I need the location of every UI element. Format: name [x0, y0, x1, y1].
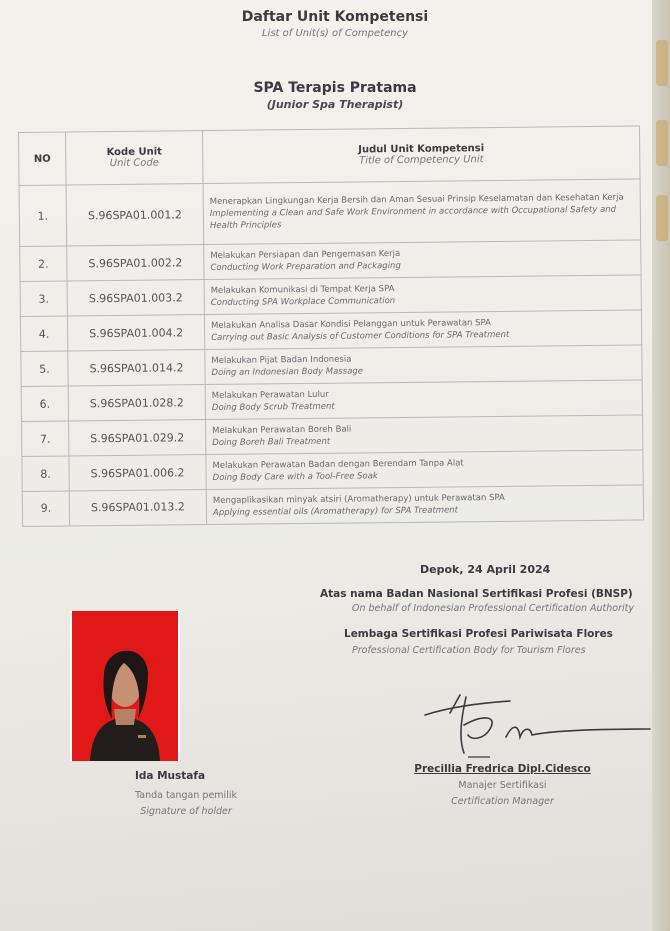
unit-title [206, 450, 643, 490]
col-title [202, 126, 640, 184]
manager-role: Manajer Sertifikasi [458, 780, 547, 791]
unit-title-id: Melakukan Persiapan dan Pengemasan Kerja [210, 249, 401, 262]
unit-title [206, 485, 643, 525]
unit-title [204, 240, 641, 280]
row-number: 2. [20, 246, 67, 281]
place-date: Depok, 24 April 2024 [420, 563, 551, 576]
unit-title-en: Conducting Work Preparation and Packaging [210, 261, 401, 274]
col-title-label-en: Title of Competency Unit [359, 154, 484, 167]
table-row [22, 485, 643, 527]
row-number: 1. [19, 185, 67, 247]
unit-title-en: Conducting SPA Workplace Communication [210, 296, 396, 309]
col-code [66, 131, 204, 185]
document-title: Daftar Unit Kompetensi [241, 9, 429, 25]
unit-title-en: Carrying out Basic Analysis of Customer Conditions for SPA Treatment [211, 330, 510, 344]
on-behalf-en: On behalf of Indonesian Professional Certification Authority [352, 603, 635, 614]
unit-title-id: Melakukan Perawatan Badan dengan Berendam Tanpa Alat [212, 458, 464, 471]
scheme-title-en: (Junior Spa Therapist) [266, 98, 404, 111]
holder-photo [72, 611, 178, 761]
unit-title [206, 415, 643, 455]
scheme-title: SPA Terapis Pratama [253, 80, 417, 96]
holder-signature-label-en: Signature of holder [140, 806, 232, 817]
holder-name: Ida Mustafa [134, 770, 206, 782]
unit-title-en: Applying essential oils (Aromatherapy) for SPA Treatment [212, 505, 459, 518]
unit-title-id: Melakukan Analisa Dasar Kondisi Pelanggan untuk Perawatan SPA [210, 318, 491, 332]
unit-code: S.96SPA01.029.2 [69, 420, 206, 456]
table-row [19, 179, 641, 247]
edge-mark [656, 120, 668, 166]
unit-title [205, 380, 642, 420]
col-no: NO [19, 132, 67, 185]
unit-code: S.96SPA01.001.2 [66, 184, 204, 247]
table-header [19, 126, 641, 186]
unit-title [204, 275, 641, 315]
unit-title-id: Mengaplikasikan minyak atsiri (Aromatherapy) untuk Perawatan SPA [212, 492, 505, 506]
holder-photo-frame [70, 611, 180, 761]
row-number: 3. [20, 281, 67, 316]
unit-title-id: Melakukan Komunikasi di Tempat Kerja SPA [210, 284, 395, 297]
row-number: 9. [22, 491, 69, 527]
table-body [19, 179, 644, 526]
row-number: 6. [21, 386, 68, 421]
unit-title-en: Doing Body Care with a Tool-Free Soak [212, 471, 378, 483]
manager-role-en: Certification Manager [451, 796, 554, 807]
row-number: 4. [20, 316, 67, 351]
unit-title [203, 179, 641, 245]
unit-code: S.96SPA01.006.2 [69, 455, 206, 491]
edge-mark [656, 195, 668, 241]
row-number: 8. [22, 456, 69, 491]
document-title-en: List of Unit(s) of Competency [261, 28, 408, 39]
row-number: 5. [21, 351, 68, 386]
competency-table [18, 125, 644, 526]
row-number: 7. [22, 421, 69, 456]
unit-title-en: Doing an Indonesian Body Massage [211, 366, 364, 379]
certification-body-en: Professional Certification Body for Tourism Flores [352, 645, 586, 656]
manager-name: Precillia Fredrica Dipl.Cidesco [414, 763, 591, 775]
unit-code: S.96SPA01.004.2 [67, 315, 204, 351]
unit-title [205, 345, 642, 385]
holder-signature-label: Tanda tangan pemilik [135, 790, 237, 801]
col-title-label: Judul Unit Kompetensi [358, 143, 485, 156]
unit-title [204, 310, 641, 350]
unit-title-en: Doing Body Scrub Treatment [211, 401, 335, 414]
col-code-label: Kode Unit [106, 146, 162, 159]
unit-title-id: Melakukan Perawatan Boreh Bali [212, 424, 352, 437]
unit-code: S.96SPA01.028.2 [68, 385, 205, 421]
unit-code: S.96SPA01.003.2 [67, 280, 204, 316]
unit-title-en: Doing Boreh Bali Treatment [212, 436, 331, 449]
certification-body: Lembaga Sertifikasi Profesi Pariwisata Flores [344, 628, 613, 640]
edge-mark [656, 40, 668, 86]
on-behalf: Atas nama Badan Nasional Sertifikasi Profesi (BNSP) [320, 588, 633, 600]
unit-code: S.96SPA01.014.2 [68, 350, 205, 386]
col-code-label-en: Unit Code [109, 157, 159, 170]
manager-signature [420, 685, 655, 760]
unit-title-en: Implementing a Clean and Safe Work Environment in accordance with Occupational Safety and Health Principles [209, 204, 617, 232]
unit-code: S.96SPA01.013.2 [69, 490, 206, 526]
unit-title-id: Melakukan Pijat Badan Indonesia [211, 354, 352, 367]
unit-title-id: Melakukan Perawatan Lulur [211, 389, 329, 402]
unit-title-id: Menerapkan Lingkungan Kerja Bersih dan Aman Sesuai Prinsip Keselamatan dan Kesehatan Kerja [209, 192, 624, 208]
unit-code: S.96SPA01.002.2 [67, 245, 204, 281]
paper-edge [652, 0, 670, 931]
